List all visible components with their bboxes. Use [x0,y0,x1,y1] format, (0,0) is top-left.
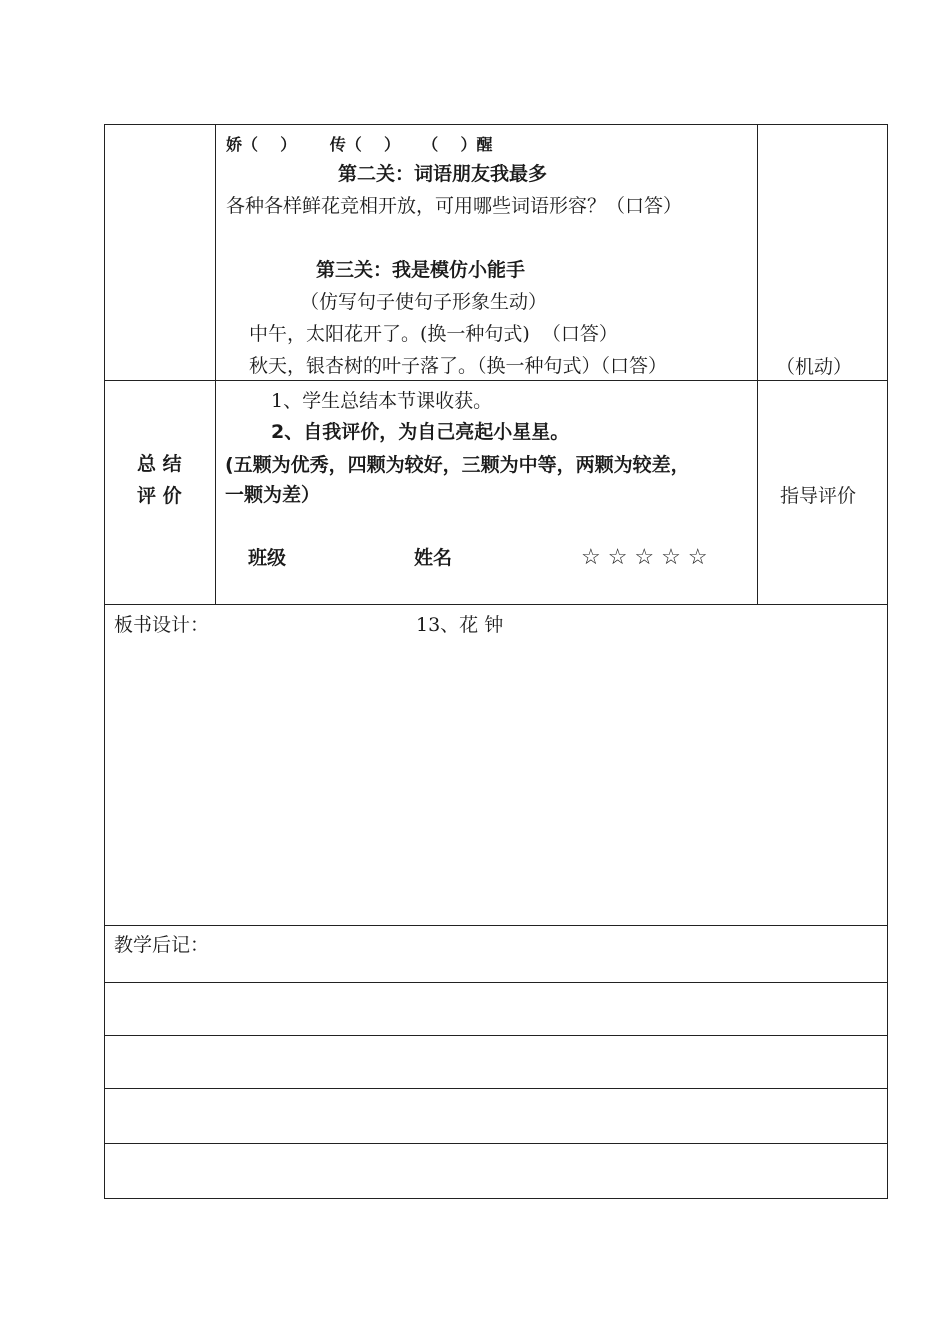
level3-title: 第三关：我是模仿小能手 [316,259,526,281]
row-divider [104,982,888,983]
name-label: 姓名 [414,547,453,569]
board-design-title: 13、花 钟 [416,614,504,636]
sentence-2: 秋天，银杏树的叶子落了。（换一种句式）（口答） [249,355,668,377]
row-divider [104,1143,888,1144]
column-divider-left [215,124,216,605]
rating-rule-line-1: (五颗为优秀，四颗为较好，三颗为中等，两颗为较差， [225,454,690,476]
row-divider [104,1035,888,1036]
level2-question: 各种各样鲜花竞相开放，可用哪些词语形容？（口答） [226,195,683,217]
class-label: 班级 [248,547,287,569]
flexible-note: （机动） [776,356,853,378]
sentence-1: 中午，太阳花开了。(换一种句式) （口答） [249,323,618,345]
row-divider [104,1088,888,1089]
rating-rule-line-2: 一颗为差） [225,484,321,506]
summary-item-2: 2、自我评价，为自己亮起小星星。 [271,421,570,443]
summary-label: 总 结 [137,453,182,475]
teaching-postscript-label: 教学后记： [114,934,210,956]
rating-stars: ☆ ☆ ☆ ☆ ☆ [581,545,708,570]
evaluation-label: 评 价 [137,485,182,507]
guidance-evaluation: 指导评价 [780,485,857,507]
board-design-label: 板书设计： [114,614,210,636]
fill-in-blanks-line: 娇（ ） 传（ ） （ ）醒 [226,135,493,154]
row-divider [104,604,888,605]
column-divider-right [757,124,758,605]
level3-subtitle: （仿写句子使句子形象生动） [300,291,548,313]
row-divider [104,380,888,381]
lesson-plan-table [104,124,888,1199]
summary-item-1: 1、学生总结本节课收获。 [271,390,493,412]
row-divider [104,925,888,926]
level2-title: 第二关：词语朋友我最多 [338,163,548,185]
